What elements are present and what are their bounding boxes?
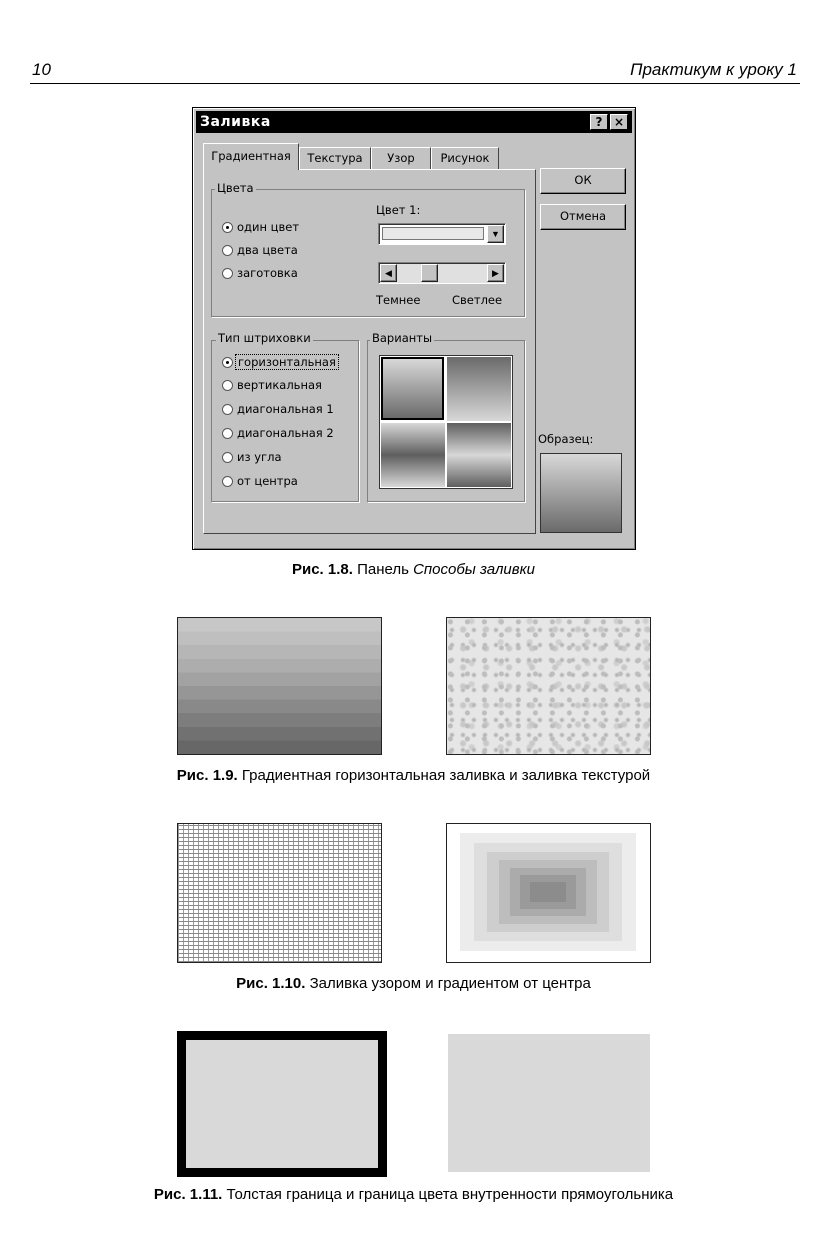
darker-label: Темнее bbox=[376, 293, 421, 307]
radio-vertical-label: вертикальная bbox=[237, 378, 322, 392]
radio-one-color[interactable] bbox=[222, 222, 233, 233]
variants-label: Варианты bbox=[372, 331, 433, 345]
radio-diagonal-1-label: диагональная 1 bbox=[237, 402, 334, 416]
tab-texture[interactable]: Текстура bbox=[299, 147, 371, 169]
texture-fill-example bbox=[446, 617, 651, 755]
shade-slider-thumb[interactable] bbox=[421, 264, 438, 282]
tab-pattern[interactable]: Узор bbox=[371, 147, 431, 169]
caption-fig-1-10 bbox=[0, 975, 827, 992]
radio-horizontal-label: горизонтальная bbox=[235, 354, 339, 370]
radio-from-center-label: от центра bbox=[237, 474, 298, 488]
color1-select[interactable] bbox=[378, 223, 506, 245]
radio-diagonal-2[interactable] bbox=[222, 428, 233, 439]
chevron-down-icon[interactable]: ▼ bbox=[487, 225, 504, 243]
caption-fig-1-8-text: Панель bbox=[352, 561, 414, 578]
sample-preview bbox=[540, 453, 622, 533]
lighter-label: Светлее bbox=[452, 293, 503, 307]
page-number: 10 bbox=[32, 60, 51, 79]
caption-fig-1-9-num: Рис. 1.9. bbox=[176, 767, 238, 784]
header-rule bbox=[30, 83, 800, 84]
fill-dialog bbox=[192, 107, 636, 550]
caption-fig-1-11-text: Толстая граница и граница цвета внутренности прямоугольника bbox=[222, 1186, 674, 1203]
radio-diagonal-2-label: диагональная 2 bbox=[237, 426, 334, 440]
caption-fig-1-10-num: Рис. 1.10. bbox=[236, 975, 306, 992]
cancel-button[interactable]: Отмена bbox=[540, 204, 626, 230]
radio-horizontal[interactable] bbox=[222, 357, 233, 368]
dialog-titlebar bbox=[196, 111, 632, 133]
help-button[interactable]: ? bbox=[590, 114, 608, 130]
variant-2[interactable] bbox=[447, 357, 511, 421]
tab-gradient[interactable]: Градиентная bbox=[203, 143, 299, 170]
dialog-title: Заливка bbox=[200, 114, 271, 130]
hatch-group-label: Тип штриховки bbox=[218, 331, 311, 345]
horizontal-gradient-fill-example bbox=[177, 617, 382, 755]
scroll-right-icon[interactable]: ▶ bbox=[487, 264, 504, 282]
running-title: Практикум к уроку 1 bbox=[630, 60, 797, 79]
ok-button[interactable]: ОК bbox=[540, 168, 626, 194]
caption-fig-1-8 bbox=[0, 561, 827, 578]
caption-fig-1-8-italic: Способы заливки bbox=[413, 561, 536, 578]
shade-scrollbar[interactable] bbox=[378, 262, 506, 284]
thick-border-rectangle bbox=[177, 1031, 387, 1177]
radio-from-corner-label: из угла bbox=[237, 450, 282, 464]
radio-preset-label: заготовка bbox=[237, 266, 298, 280]
variant-4[interactable] bbox=[447, 423, 511, 487]
center-gradient-fill-example bbox=[446, 823, 651, 963]
caption-fig-1-10-text: Заливка узором и градиентом от центра bbox=[305, 975, 591, 992]
caption-fig-1-9-text: Градиентная горизонтальная заливка и заливка текстурой bbox=[237, 767, 651, 784]
same-color-border-rectangle bbox=[448, 1034, 650, 1172]
colors-group-label: Цвета bbox=[217, 181, 254, 195]
caption-fig-1-9 bbox=[0, 767, 827, 784]
radio-from-corner[interactable] bbox=[222, 452, 233, 463]
tab-picture[interactable]: Рисунок bbox=[431, 147, 499, 169]
caption-fig-1-11 bbox=[0, 1186, 827, 1203]
radio-two-colors-label: два цвета bbox=[237, 243, 298, 257]
color1-swatch bbox=[382, 227, 484, 240]
scroll-left-icon[interactable]: ◀ bbox=[380, 264, 397, 282]
radio-preset[interactable] bbox=[222, 268, 233, 279]
radio-from-center[interactable] bbox=[222, 476, 233, 487]
variant-1[interactable] bbox=[381, 357, 444, 420]
pattern-fill-example bbox=[177, 823, 382, 963]
radio-diagonal-1[interactable] bbox=[222, 404, 233, 415]
close-button[interactable]: × bbox=[610, 114, 628, 130]
caption-fig-1-11-num: Рис. 1.11. bbox=[153, 1186, 223, 1203]
radio-one-color-label: один цвет bbox=[237, 220, 300, 234]
variant-3[interactable] bbox=[381, 423, 445, 487]
sample-label: Образец: bbox=[538, 432, 594, 446]
radio-two-colors[interactable] bbox=[222, 245, 233, 256]
variants-grid bbox=[379, 355, 513, 489]
radio-vertical[interactable] bbox=[222, 380, 233, 391]
color1-label: Цвет 1: bbox=[376, 203, 421, 217]
caption-fig-1-8-num: Рис. 1.8. bbox=[291, 561, 353, 578]
